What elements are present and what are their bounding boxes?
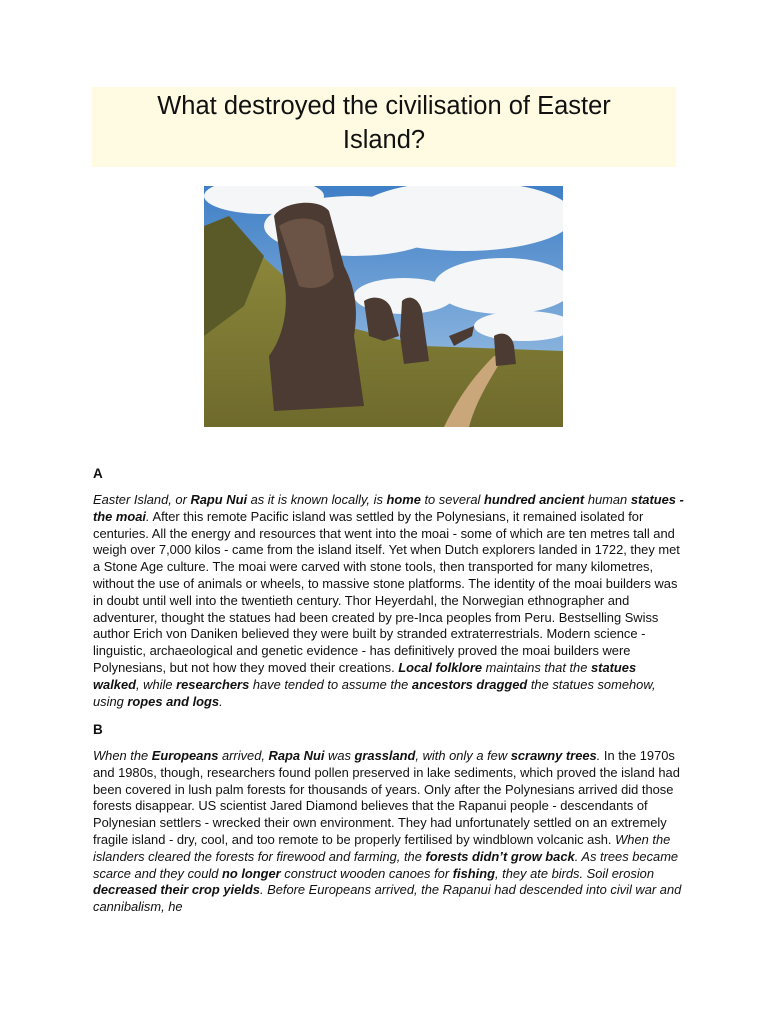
section-a-text-run: ancestors dragged xyxy=(411,676,528,692)
section-a-text-run: . xyxy=(219,693,223,709)
section-a-text-run: the statues somehow, using xyxy=(93,676,656,709)
title-line-1: What destroyed the civilisation of Easter xyxy=(157,92,611,120)
moai-photo xyxy=(204,186,563,427)
title-line-2: Island? xyxy=(342,126,426,154)
section-b-text-run: . As trees became scarce and they could xyxy=(93,848,679,881)
section-b-text-run: , with only a few xyxy=(415,748,511,763)
section-b-text-run: In the 1970s and 1980s, though, researchers found pollen preserved in lake sediments, which proved the island had been covered in lush palm forests for thousands of years. Only after the Polynesians arrived did those forests disappear. US scientist Jared Diamond believes that the Rapanui people - descendants of Polynesian settlers - wrecked their own environment. They had unfortunately settled on an extremely fragile island - dry, cool, and too remote to be properly fertilised by windblown volcanic ash. xyxy=(93,748,680,847)
section-b-text-run: When the xyxy=(93,748,152,763)
section-b-text-run: Europeans xyxy=(151,748,219,763)
title-box xyxy=(92,87,676,167)
section-a-text-run: hundred ancient xyxy=(483,492,585,507)
section-a-text-run: . xyxy=(146,508,150,524)
page-title xyxy=(92,87,676,157)
section-a-text-run: Local folklore xyxy=(398,659,483,675)
section-b-text-run: construct wooden canoes for xyxy=(280,865,453,881)
section-a-text-run: statues - the moai xyxy=(93,492,684,524)
section-b-text-run: forests didn’t grow back xyxy=(425,848,575,864)
section-a-text-run: ropes and logs xyxy=(127,693,220,709)
section-b-text-run: Rapa Nui xyxy=(268,748,325,763)
section-b-paragraph xyxy=(93,748,685,916)
section-a-text-run: , while xyxy=(136,676,177,692)
section-a-text-run: After this remote Pacific island was settled by the Polynesians, it remained isolated for centuries. All the energy and resources that went into the moai - some of which are ten metres tall and weigh over 7,000 kilos - came from the island itself. Yet when Dutch explorers landed in 1722, they met a Stone Age culture. The moai were carved with stone tools, then transported for many kilometres, without the use of animals or wheels, to massive stone platforms. The identity of the moai builders was in doubt until well into the twentieth century. Thor Heyerdahl, the Norwegian ethnographer and adventurer, thought the statues had been created by pre-Inca peoples from Peru. Bestselling Swiss author Erich von Daniken believed they were built by stranded extraterrestrials. Modern science - linguistic, archaeological and genetic evidence - has definitively proved the moai builders were Polynesians, but not how they moved their creations. xyxy=(93,508,680,675)
section-a-text-run: have tended to assume the xyxy=(249,676,412,692)
section-a-letter: A xyxy=(93,466,103,481)
section-b-text-run: , they ate birds. Soil erosion xyxy=(494,865,655,881)
section-b-text-run: . Before Europeans arrived, the Rapanui had descended into civil war and cannibalism, he xyxy=(93,882,682,915)
section-b-text-run: When the islanders cleared the forests for firewood and farming, the xyxy=(93,831,671,864)
section-a-text-run: researchers xyxy=(176,676,250,692)
moai-illustration xyxy=(204,186,563,427)
section-a-text-run: Rapu Nui xyxy=(190,492,248,507)
section-a-text-run: statues walked xyxy=(93,659,637,692)
section-b-text-run: arrived, xyxy=(218,748,269,763)
section-a-text-run: maintains that the xyxy=(482,659,591,675)
section-b-text-run: no longer xyxy=(221,865,281,881)
section-a-text-run: home xyxy=(386,492,421,507)
section-b-text-run: decreased their crop yields xyxy=(93,882,260,898)
section-a-text-run: Easter Island, or xyxy=(93,492,191,507)
section-b-text-run: . xyxy=(596,748,601,763)
section-b-text-run: scrawny trees xyxy=(510,748,597,763)
section-a-text-run: human xyxy=(584,492,631,507)
section-a-paragraph xyxy=(93,492,685,710)
section-b-letter: B xyxy=(93,722,103,737)
section-b-text-run: was xyxy=(324,748,355,763)
section-a-text-run: as it is known locally, is xyxy=(247,492,387,507)
section-b-text-run: fishing xyxy=(452,865,495,881)
section-a-text-run: to several xyxy=(420,492,484,507)
section-b-text-run: grassland xyxy=(354,748,416,763)
